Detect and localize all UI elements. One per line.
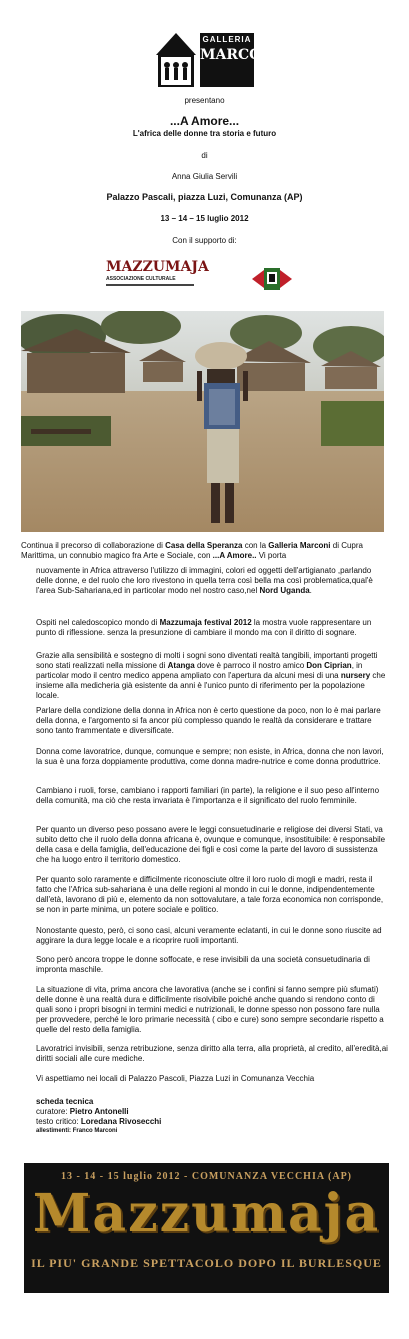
venue: Palazzo Pascali, piazza Luzi, Comunanza (AP): [106, 192, 303, 202]
intro-galleria-marconi: Galleria Marconi: [268, 541, 331, 550]
exhibition-subtitle: L'africa delle donne tra storia e futuro: [132, 129, 277, 138]
support-text: Con il supporto di:: [172, 236, 237, 245]
curator-label: curatore:: [36, 1107, 70, 1116]
logo-word-marconi: MARCONI: [200, 47, 281, 63]
mazzumaja-logo-tag: ASSOCIAZIONE CULTURALE: [106, 276, 176, 282]
credits-setup: [36, 1127, 388, 1135]
p3-text-2: dove è parroco il nostro amico: [194, 661, 307, 670]
paragraph-9: Nonostante questo, però, ci sono casi, alcuni veramente eclatanti, in cui le donne sono riuscite ad aggirare la dura legge locale e a ricoprire ruoli importanti.: [36, 926, 382, 945]
p3-nursery: nursery: [340, 671, 371, 680]
p1-nord-uganda: Nord Uganda: [259, 586, 310, 595]
photo-illustration: [21, 311, 384, 532]
exhibition-title: ...A Amore...: [169, 114, 240, 128]
paragraph-3: [36, 651, 388, 701]
intro-text-2: con la: [242, 541, 269, 550]
logo-word-galleria: GALLERIA: [202, 35, 252, 44]
paragraph-11: La situazione di vita, prima ancora che lavorativa (anche se i confini si fanno sempre più sfumati) delle donne è una realtà dura e difficilmente risolvibile poiché anche quando si rendono conto di quali sono i propri bisogni in termini medici e nutrizionali, le donne spesso non possono fare nulla per provvedere, perché le loro primarie necessità ( cibo e cure) sono sempre secondarie rispetto a quelle del resto della famiglia.: [36, 985, 384, 1034]
mazzumaja-banner: [24, 1163, 389, 1293]
intro-text-3: di Cupra Marittima, un connubio magico fra Arte e Sociale, con: [21, 541, 363, 560]
paragraph-1: [36, 566, 388, 596]
banner-subtitle: IL PIU' GRANDE SPETTACOLO DOPO IL BURLESQUE: [31, 1256, 382, 1270]
p1-end: .: [309, 586, 312, 595]
africa-village-photo: [21, 311, 384, 532]
p3-text-1: Grazie alla sensibilità e sostegno di molti i sogni sono diventati realtà tangibili, importanti progetti sono stati realizzati nella missione di: [36, 651, 378, 670]
paragraph-7: Per quanto un diverso peso possano avere le leggi consuetudinarie e religiose dei diversi Stati, va subito detto che il ruolo della donna africana è, ovunque e comunque, insostituibile: è responsabile della casa e della famiglia, dell'educazione dei figli e così come la parte del lavoro di sussistenza che ha luogo entro il territorio domestico.: [36, 825, 386, 864]
p2-text-1: Ospiti nel caledoscopico mondo di: [36, 618, 160, 627]
p3-text-4: che insieme alla medicheria già esistente da anni è l'unico punto di riferimento per la popolazione locale.: [36, 671, 386, 700]
paragraph-4: Parlare della condizione della donna in Africa non è certo questione da poco, non lo è mai parlare della donna, e l'argomento si fa ancor più complesso quando le realtà da considerare e trattare sono tanto frammentate e diversificate.: [36, 706, 381, 735]
crest-icon: [250, 264, 294, 294]
setup-name: Franco Marconi: [72, 1128, 118, 1134]
intro-text-1: Continua il precorso di collaborazione di: [21, 541, 166, 550]
mazzumaja-logo-name: MAZZUMAJA: [106, 259, 209, 275]
p3-text-3: , in particolar modo il centro medico appena ampliato con l'apertura da alcuni mesi di una: [36, 661, 363, 680]
intro-casa-speranza: Casa della Speranza: [165, 541, 243, 550]
dates: 13 – 14 – 15 luglio 2012: [160, 214, 249, 223]
paragraph-2: [36, 618, 388, 638]
banner-dates: 13 - 14 - 15 luglio 2012 - COMUNANZA VECCHIA (AP): [60, 1171, 353, 1182]
presentano-text: presentano: [184, 96, 225, 105]
by-text: di: [201, 151, 208, 160]
curator-name: Pietro Antonelli: [69, 1107, 129, 1116]
paragraph-10: Sono però ancora troppe le donne soffocate, e rese invisibili da una società consuetudinaria di impronta maschile.: [36, 955, 370, 974]
p3-don-ciprian: Don Ciprian: [306, 661, 352, 670]
p3-atanga: Atanga: [167, 661, 195, 670]
intro-a-amore: ...A Amore..: [212, 551, 257, 560]
credits: [36, 1097, 388, 1135]
author-name: Anna Giulia Servili: [171, 172, 238, 181]
setup-label: allestimenti:: [36, 1128, 73, 1134]
intro-text-4: Vi porta: [256, 551, 287, 560]
paragraph-6: Cambiano i ruoli, forse, cambiano i rapporti familiari (in parte), la religione e il suo peso all'interno della comunità, ma ciò che resta invariata è l'importanza e il significato del ruolo femminile.: [36, 786, 380, 805]
crest-logo: [250, 264, 294, 294]
paragraph-5: Donna come lavoratrice, dunque, comunque e sempre; non esiste, in Africa, donna che non lavori, la sua è una forza doppiamente produttiva, come donna madre-nutrice e come donna produttrice.: [36, 747, 384, 766]
credits-heading: scheda tecnica: [36, 1097, 94, 1106]
intro-paragraph: [21, 541, 391, 561]
critic-label: testo critico:: [36, 1117, 81, 1126]
critic-name: Loredana Rivosecchi: [80, 1117, 162, 1126]
paragraph-12: Lavoratrici invisibili, senza retribuzione, senza diritto alla terra, alla proprietà, al credito, all'eredità,ai diritti sociali alle cure mediche.: [36, 1044, 388, 1063]
credits-critic: [36, 1117, 388, 1127]
paragraph-8: Per quanto solo raramente e difficilmente riconosciute oltre il loro ruolo di mogli e madri, resta il fatto che l'Africa sub-sahariana è una delle regioni al mondo in cui le donne, indipendentemente dall'età, lavorano di più e, elemento da non sottovalutare, a tale forza economica non corrisponde, se non in parte minima, un potere sociale e politico.: [36, 875, 384, 914]
paragraph-13: Vi aspettiamo nei locali di Palazzo Pascoli, Piazza Luzi in Comunanza Vecchia: [36, 1074, 315, 1083]
credits-curator: [36, 1107, 388, 1117]
p2-festival: Mazzumaja festival 2012: [159, 618, 252, 627]
mazzumaja-logo-rule: [106, 284, 194, 286]
banner-title: Mazzumaja: [32, 1183, 381, 1244]
p1-text: nuovamente in Africa attraverso l'utilizzo di immagini, colori ed oggetti dell'artigianato ,parlando delle donne, e del ruolo che loro rivestono in quella terra così bella ma così problematica,qual'è l'area Sub-Sahariana,ed in particolar modo nel nostro caso,nel: [36, 566, 373, 595]
galleria-marconi-logo: [152, 29, 281, 89]
mazzumaja-logo: [106, 259, 209, 293]
p2-text-2: la mostra vuole rappresentare un punto di riflessione. senza la presunzione di cambiare il mondo ma con il diritto di sognare.: [36, 618, 372, 637]
